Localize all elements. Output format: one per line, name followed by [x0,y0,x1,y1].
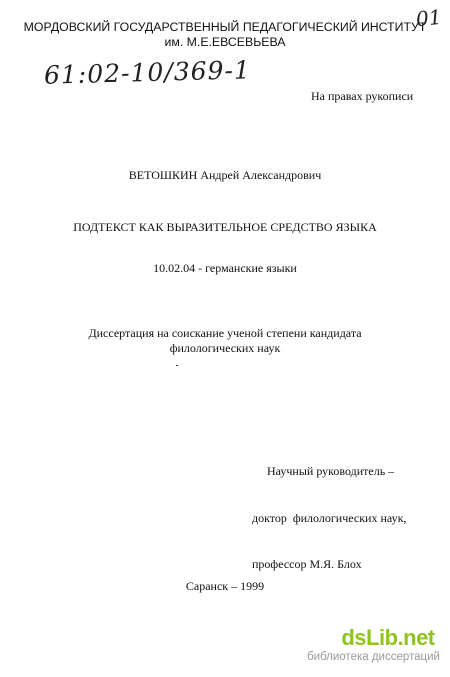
rights-note: На правах рукописи [311,89,414,103]
supervisor-line1: Научный руководитель – [267,464,395,478]
supervisor-line3: профессор М.Я. Блох [252,557,362,571]
dslib-watermark [336,625,440,651]
author-name: ВЕТОШКИН Андрей Александрович [128,168,322,182]
handwritten-catalog-number: 61:02-10/369-1 [43,55,252,90]
institute-name [0,20,450,50]
supervisor-block [252,433,406,588]
dslib-logo [336,625,440,651]
degree-line2: филологических наук [169,341,281,355]
logo-suffix: Lib.net [366,625,435,650]
corner-handwritten-number: 01 [414,4,443,32]
institute-line1: МОРДОВСКИЙ ГОСУДАРСТВЕННЫЙ ПЕДАГОГИЧЕСКИЙ ИНСТИТУТ [23,20,427,34]
logo-prefix: ds [341,625,367,650]
watermark-tagline: библиотека диссертаций [307,651,440,663]
degree-line1: Диссертация на соискание ученой степени кандидата [88,326,362,340]
stray-mark [176,365,178,366]
dissertation-title: ПОДТЕКСТ КАК ВЫРАЗИТЕЛЬНОЕ СРЕДСТВО ЯЗЫКА [73,220,377,234]
place-year: Саранск – 1999 [185,579,265,593]
specialty-code: 10.02.04 - германские языки [153,261,297,275]
institute-line2: им. М.Е.ЕВСЕВЬЕВА [164,35,286,49]
supervisor-line2: доктор филологических наук, [252,510,407,525]
degree-statement [0,326,450,356]
